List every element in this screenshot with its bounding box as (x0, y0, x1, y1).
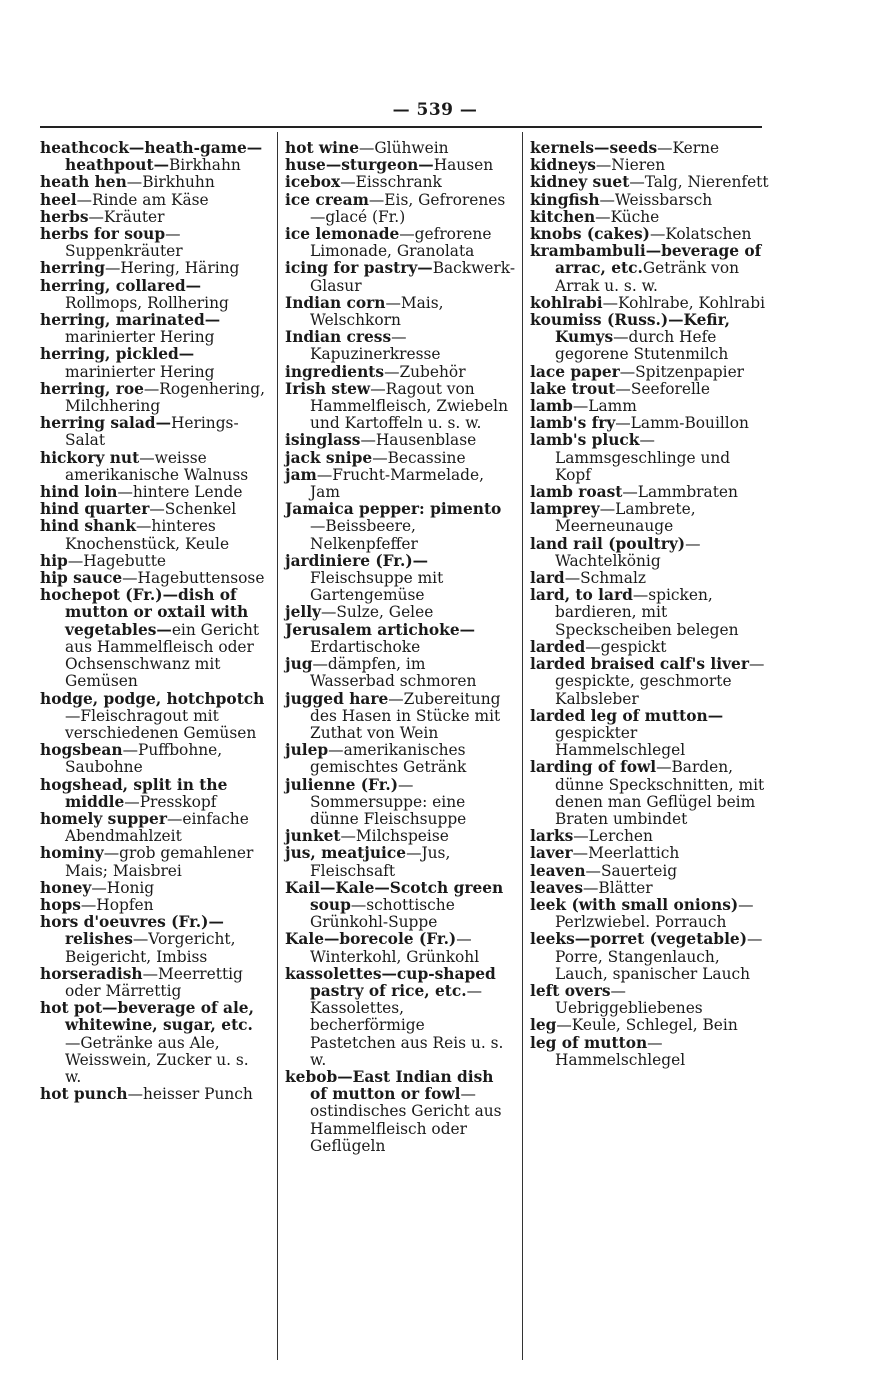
entry-headword: jardiniere (Fr.)— (285, 551, 429, 570)
column-3 (530, 140, 770, 1069)
dictionary-entry (40, 140, 268, 174)
entry-headword: hind loin (40, 483, 118, 502)
entry-translation: —heisser Punch (127, 1085, 253, 1104)
dictionary-entry (285, 742, 515, 776)
entry-headword: hot punch (40, 1085, 128, 1104)
entry-headword: lamb's fry (530, 414, 616, 433)
entry-translation: —Beissbeere, Nelkenpfeffer (310, 517, 418, 553)
entry-headword: hops (40, 895, 81, 914)
dictionary-entry (40, 174, 268, 191)
entry-headword: hickory nut (40, 448, 140, 467)
entry-headword: julep (285, 741, 329, 760)
entry-headword: jelly (285, 603, 321, 622)
entry-translation: —Rogenhering, Milchhering (65, 379, 265, 416)
entry-headword: horseradish (40, 964, 143, 983)
entry-translation: —Hammelschlegel (555, 1033, 686, 1069)
entry-translation: Backwerk-Glasur (310, 259, 516, 295)
dictionary-entry (530, 759, 770, 828)
dictionary-entry (530, 381, 770, 398)
entry-translation: —gespickt (585, 637, 667, 656)
entry-headword: heathcock—heath-game—heathpout— (40, 139, 263, 175)
entry-headword: larded (530, 637, 586, 656)
entry-translation: —Jus, Fleischsaft (310, 844, 451, 880)
dictionary-entry (530, 192, 770, 209)
dictionary-entry (40, 192, 268, 209)
entry-translation: —spicken, bardieren, mit Speckscheiben belegen (555, 586, 739, 639)
entry-translation: —hinteres Knochenstück, Keule (65, 517, 230, 553)
entry-headword: hip sauce (40, 569, 123, 588)
entry-headword: Irish stew (285, 379, 371, 398)
entry-translation: Getränk von Arrak u. s. w. (555, 259, 740, 295)
dictionary-entry (40, 518, 268, 552)
entry-headword: lamb's pluck (530, 431, 640, 450)
entry-headword: jus, meatjuice (285, 844, 407, 863)
entry-headword: kidney suet (530, 173, 630, 192)
entry-translation: —Honig (91, 878, 155, 897)
entry-translation: —Ragout von Hammelfleisch, Zwiebeln und Kartoffeln u. s. w. (310, 379, 509, 433)
entry-headword: krambambuli—beverage of arrac, etc. (530, 242, 762, 278)
entry-translation: —Lerchen (573, 827, 653, 846)
entry-headword: hot wine (285, 139, 359, 157)
dictionary-entry (530, 1017, 770, 1034)
entry-translation: —Zubehör (384, 362, 466, 381)
dictionary-entry (530, 226, 770, 243)
dictionary-entry (530, 501, 770, 535)
entry-headword: herring, collared— (40, 276, 202, 295)
entry-headword: hodge, podge, hotchpotch (40, 689, 265, 708)
entry-headword: hind quarter (40, 500, 150, 519)
dictionary-entry (40, 278, 268, 312)
entry-translation: —Sulze, Gelee (321, 603, 434, 622)
entry-translation: —Becassine (372, 448, 466, 467)
entry-translation: Erdartischoke (310, 637, 421, 656)
entry-headword: ice lemonade (285, 225, 400, 244)
dictionary-entry (285, 691, 515, 743)
entry-headword: kernels—seeds (530, 139, 658, 157)
entry-translation: —Milchspeise (340, 827, 449, 846)
entry-translation: —Schenkel (149, 500, 237, 519)
entry-headword: knobs (cakes) (530, 225, 650, 244)
entry-headword: ice cream (285, 190, 369, 209)
entry-headword: leaven (530, 861, 586, 880)
dictionary-entry (40, 450, 268, 484)
entry-translation: —Vorgericht, Beigericht, Imbiss (65, 930, 236, 966)
dictionary-entry (530, 243, 770, 295)
entry-translation: —Wachtelkönig (555, 534, 701, 570)
dictionary-entry (40, 811, 268, 845)
dictionary-entry (530, 484, 770, 501)
entry-headword: hominy (40, 844, 104, 863)
entry-headword: kebob—East Indian dish of mutton or fowl (285, 1067, 494, 1104)
dictionary-entry (530, 983, 770, 1017)
entry-translation: —Schmalz (564, 569, 646, 588)
dictionary-entry (285, 966, 515, 1069)
entry-headword: herbs (40, 207, 89, 226)
entry-headword: hochepot (Fr.)—dish of mutton or oxtail with vegetables— (40, 586, 249, 639)
entry-translation: —Porre, Stangenlauch, Lauch, spanischer Lauch (555, 930, 763, 983)
entry-translation: —Hausenblase (360, 431, 477, 450)
entry-headword: honey (40, 878, 92, 897)
dictionary-entry (40, 845, 268, 879)
dictionary-entry (530, 897, 770, 931)
entry-translation: —Suppenkräuter (65, 225, 183, 261)
entry-headword: ingredients (285, 362, 385, 381)
dictionary-entry (40, 897, 268, 914)
dictionary-entry (530, 312, 770, 364)
dictionary-entry (285, 777, 515, 829)
entry-headword: Kail—Kale—Scotch green soup (285, 878, 504, 914)
dictionary-entry (40, 501, 268, 518)
dictionary-entry (530, 639, 770, 656)
entry-translation: —Weissbarsch (599, 190, 713, 209)
entry-headword: jug (285, 655, 313, 674)
entry-translation: Hausen (433, 156, 494, 175)
dictionary-entry (285, 192, 515, 226)
dictionary-entry (285, 656, 515, 690)
page-number: — 539 — (392, 100, 478, 120)
entry-translation: —Hopfen (80, 895, 154, 914)
dictionary-entry (530, 209, 770, 226)
dictionary-entry (285, 329, 515, 363)
dictionary-entry (530, 432, 770, 484)
dictionary-entry (285, 450, 515, 467)
dictionary-entry (530, 587, 770, 639)
entry-headword: lamb (530, 397, 573, 416)
dictionary-entry (530, 295, 770, 312)
entry-headword: Indian cress (285, 328, 392, 347)
entry-translation: —Meerlattich (572, 844, 680, 863)
entry-translation: —amerikanisches gemischtes Getränk (310, 741, 467, 777)
dictionary-entry (285, 553, 515, 605)
entry-headword: larded braised calf's liver (530, 655, 749, 674)
dictionary-entry (40, 553, 268, 570)
entry-headword: kitchen (530, 207, 596, 226)
dictionary-entry (530, 1035, 770, 1069)
entry-headword: heel (40, 190, 77, 209)
entry-headword: icebox (285, 173, 341, 192)
entry-headword: larding of fowl (530, 758, 657, 777)
entry-translation: —Kräuter (88, 207, 165, 226)
dictionary-entry (530, 708, 770, 760)
entry-translation: —Kapuzinerkresse (310, 328, 441, 364)
entry-headword: heath hen (40, 173, 127, 192)
dictionary-entry (285, 501, 515, 553)
dictionary-entry (285, 140, 515, 157)
entry-headword: leg of mutton (530, 1033, 648, 1052)
entry-translation: —Barden, dünne Speckschnitten, mit denen man Geflügel beim Braten umbindet (555, 758, 765, 828)
entry-translation: —Kolatschen (649, 225, 752, 244)
entry-translation: marinierter Hering (65, 362, 215, 381)
entry-headword: jack snipe (285, 448, 373, 467)
dictionary-entry (530, 140, 770, 157)
entry-translation: Birkhahn (168, 156, 241, 175)
dictionary-entry (40, 381, 268, 415)
dictionary-entry (285, 880, 515, 932)
entry-translation: —durch Hefe gegorene Stutenmilch (555, 328, 729, 364)
entry-headword: left overs (530, 981, 611, 1000)
entry-translation: —gefrorene Limonade, Granolata (310, 225, 492, 261)
entry-translation: —Hering, Häring (105, 259, 240, 278)
column-divider (522, 132, 523, 1360)
entry-translation: —Seeforelle (615, 379, 710, 398)
entry-headword: herbs for soup (40, 225, 166, 244)
entry-headword: huse—sturgeon— (285, 156, 434, 175)
entry-translation: —schottische Grünkohl-Suppe (310, 895, 455, 932)
entry-headword: herring, roe (40, 379, 144, 398)
dictionary-entry (40, 587, 268, 690)
dictionary-entry (530, 415, 770, 432)
entry-headword: land rail (poultry) (530, 534, 686, 553)
dictionary-entry (285, 174, 515, 191)
entry-translation: —Meerrettig oder Märrettig (65, 964, 243, 1000)
entry-translation: ein Gericht aus Hammelfleisch oder Ochsenschwanz mit Gemüsen (65, 620, 260, 691)
dictionary-entry (530, 880, 770, 897)
entry-translation: Herings-Salat (65, 414, 239, 450)
entry-translation: —Talg, Nierenfett (629, 173, 769, 192)
dictionary-entry (40, 484, 268, 501)
entry-translation: —Lammsgeschlinge und Kopf (555, 431, 731, 484)
entry-headword: lake trout (530, 379, 616, 398)
header-rule (40, 126, 762, 128)
entry-headword: leaves (530, 878, 584, 897)
entry-headword: homely supper (40, 809, 167, 828)
entry-translation: —weisse amerikanische Walnuss (65, 448, 249, 484)
entry-translation: —gespickte, geschmorte Kalbsleber (555, 655, 765, 708)
entry-translation: —Lamm-Bouillon (615, 414, 749, 433)
entry-translation: Rollmops, Rollhering (65, 293, 229, 312)
dictionary-entry (40, 914, 268, 966)
entry-translation: —Eis, Gefrorenes—glacé (Fr.) (310, 190, 506, 226)
entry-translation: —Puffbohne, Saubohne (65, 741, 223, 777)
dictionary-entry (530, 157, 770, 174)
entry-translation: —Mais, Welschkorn (310, 293, 444, 330)
entry-headword: hot pot—beverage of ale, whitewine, sugar, etc. (40, 999, 254, 1035)
entry-headword: icing for pastry— (285, 259, 433, 278)
entry-translation: —hintere Lende (117, 483, 243, 502)
entry-headword: herring, pickled— (40, 345, 195, 364)
entry-translation: —einfache Abendmahlzeit (65, 809, 249, 846)
entry-translation: —Uebriggebliebenes (555, 981, 703, 1018)
entry-translation: —Presskopf (124, 792, 217, 811)
dictionary-entry (40, 691, 268, 743)
entry-translation: —ostindisches Gericht aus Hammelfleisch oder Geflügeln (310, 1085, 502, 1155)
entry-translation: —Spitzenpapier (619, 362, 745, 381)
entry-headword: Kale—borecole (Fr.) (285, 930, 457, 949)
entry-translation: —grob gemahlener Mais; Maisbrei (65, 844, 254, 880)
entry-translation: —dämpfen, im Wasserbad schmoren (310, 655, 477, 691)
column-divider (277, 132, 278, 1360)
entry-translation: Fleischsuppe mit Gartengemüse (310, 569, 444, 605)
entry-headword: Jamaica pepper: pimento (285, 500, 502, 519)
dictionary-entry (530, 174, 770, 191)
dictionary-entry (530, 863, 770, 880)
entry-headword: leg (530, 1016, 557, 1035)
dictionary-entry (285, 157, 515, 174)
entry-translation: —Rinde am Käse (76, 190, 209, 209)
entry-headword: julienne (Fr.) (285, 775, 399, 794)
entry-translation: gespickter Hammelschlegel (555, 723, 686, 760)
entry-translation: —Lambrete, Meerneunauge (555, 500, 696, 536)
entry-translation: —Hagebutte (67, 551, 167, 570)
entry-headword: jugged hare (285, 689, 389, 708)
entry-headword: laver (530, 844, 573, 863)
entry-headword: larded leg of mutton— (530, 706, 724, 725)
entry-headword: leek (with small onions) (530, 895, 739, 914)
dictionary-entry (40, 209, 268, 226)
dictionary-entry (40, 966, 268, 1000)
dictionary-entry (285, 467, 515, 501)
entry-translation: —Eisschrank (340, 173, 442, 192)
column-1 (40, 140, 268, 1103)
dictionary-entry (530, 536, 770, 570)
entry-translation: —Lammbraten (622, 483, 738, 502)
dictionary-entry (40, 1000, 268, 1086)
entry-headword: lamb roast (530, 483, 623, 502)
dictionary-entry (40, 1086, 268, 1103)
entry-translation: —Kohlrabe, Kohlrabi (602, 293, 766, 312)
dictionary-entry (530, 398, 770, 415)
entry-headword: jam (285, 465, 317, 484)
entry-translation: —Küche (595, 207, 660, 226)
dictionary-entry (285, 295, 515, 329)
dictionary-entry (40, 260, 268, 277)
entry-headword: herring, marinated— (40, 311, 221, 330)
dictionary-entry (285, 931, 515, 965)
entry-translation: marinierter Hering (65, 328, 215, 347)
dictionary-entry (530, 656, 770, 708)
entry-headword: herring (40, 259, 105, 278)
entry-headword: hogshead, split in the middle (40, 775, 228, 811)
dictionary-entry (40, 226, 268, 260)
dictionary-entry (530, 570, 770, 587)
entry-translation: —Fleischragout mit verschiedenen Gemüsen (65, 706, 257, 742)
entry-translation: —Frucht-Marmelade, Jam (310, 465, 485, 502)
entry-headword: Jerusalem artichoke— (285, 620, 476, 639)
entry-headword: kohlrabi (530, 293, 603, 312)
dictionary-entry (40, 880, 268, 897)
dictionary-entry (285, 1069, 515, 1155)
entry-translation: —Sauerteig (585, 861, 678, 880)
entry-translation: —Getränke aus Ale, Weisswein, Zucker u. s. w. (65, 1033, 249, 1086)
entry-translation: —Kerne (657, 139, 720, 157)
dictionary-entry (40, 742, 268, 776)
entry-headword: hind shank (40, 517, 137, 536)
dictionary-entry (285, 604, 515, 621)
dictionary-entry (530, 845, 770, 862)
entry-headword: Indian corn (285, 293, 386, 312)
dictionary-entry (285, 432, 515, 449)
dictionary-entry (285, 364, 515, 381)
dictionary-entry (40, 777, 268, 811)
entry-headword: hogsbean (40, 741, 123, 760)
entry-headword: lard, to lard (530, 586, 633, 605)
entry-headword: isinglass (285, 431, 361, 450)
entry-headword: larks (530, 827, 574, 846)
entry-translation: —Sommersuppe: eine dünne Fleischsuppe (310, 775, 467, 828)
dictionary-entry (285, 226, 515, 260)
column-2 (285, 140, 515, 1155)
entry-headword: kidneys (530, 156, 596, 175)
dictionary-entry (285, 381, 515, 433)
entry-translation: —Nieren (595, 156, 666, 175)
entry-translation: —Glühwein (359, 139, 449, 157)
entry-translation: —Perlzwiebel. Porrauch (555, 895, 754, 932)
entry-headword: hip (40, 551, 68, 570)
entry-headword: hors d'oeuvres (Fr.)—relishes (40, 913, 224, 949)
dictionary-entry (285, 828, 515, 845)
entry-translation: —Keule, Schlegel, Bein (556, 1016, 738, 1035)
entry-translation: —Zubereitung des Hasen in Stücke mit Zuthat von Wein (310, 689, 501, 742)
entry-headword: kassolettes—cup-shaped pastry of rice, etc. (285, 964, 496, 1000)
dictionary-entry (40, 570, 268, 587)
entry-headword: lamprey (530, 500, 600, 519)
entry-headword: leeks—porret (vegetable) (530, 930, 747, 949)
entry-headword: koumiss (Russ.)—Kefir, Kumys (530, 311, 730, 347)
dictionary-entry (285, 260, 515, 294)
dictionary-entry (40, 312, 268, 346)
dictionary-entry (40, 346, 268, 380)
entry-headword: lard (530, 569, 565, 588)
entry-translation: —Blätter (583, 878, 653, 897)
dictionary-entry (285, 622, 515, 656)
dictionary-entry (530, 931, 770, 983)
entry-headword: junket (285, 827, 341, 846)
entry-translation: —Kassolettes, becherförmige Pastetchen aus Reis u. s. w. (310, 981, 504, 1069)
dictionary-entry (285, 845, 515, 879)
entry-headword: herring salad— (40, 414, 171, 433)
dictionary-entry (40, 415, 268, 449)
entry-headword: lace paper (530, 362, 620, 381)
dictionary-entry (530, 828, 770, 845)
entry-translation: —Hagebuttensose (122, 569, 265, 588)
entry-headword: kingfish (530, 190, 600, 209)
entry-translation: —Birkhuhn (126, 173, 215, 192)
entry-translation: —Lamm (572, 397, 637, 416)
dictionary-entry (530, 364, 770, 381)
entry-translation: —Winterkohl, Grünkohl (310, 930, 480, 966)
